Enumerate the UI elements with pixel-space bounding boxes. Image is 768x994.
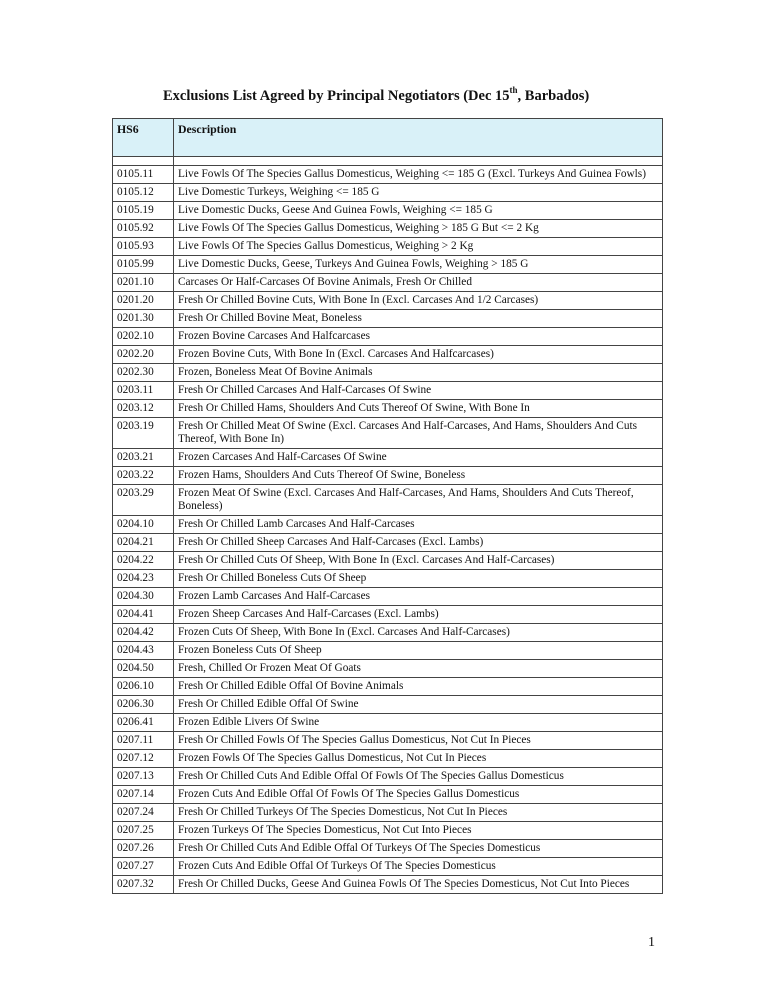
- table-body: [113, 157, 663, 894]
- description-cell: Live Fowls Of The Species Gallus Domesticus, Weighing <= 185 G (Excl. Turkeys And Guinea Fowls): [174, 166, 663, 184]
- hs6-code-cell: 0203.22: [113, 467, 174, 485]
- table-row: [113, 804, 663, 822]
- hs6-code-cell: 0204.41: [113, 606, 174, 624]
- table-row: [113, 328, 663, 346]
- table-row: [113, 166, 663, 184]
- description-cell: Frozen Cuts And Edible Offal Of Turkeys Of The Species Domesticus: [174, 858, 663, 876]
- description-cell: Frozen Hams, Shoulders And Cuts Thereof Of Swine, Boneless: [174, 467, 663, 485]
- hs6-code-cell: 0202.10: [113, 328, 174, 346]
- table-row: [113, 467, 663, 485]
- description-cell: Fresh Or Chilled Fowls Of The Species Gallus Domesticus, Not Cut In Pieces: [174, 732, 663, 750]
- hs6-code-cell: 0203.19: [113, 418, 174, 449]
- table-row: [113, 642, 663, 660]
- title-superscript: th: [509, 85, 518, 95]
- hs6-code-cell: 0203.11: [113, 382, 174, 400]
- page-title: [163, 85, 590, 105]
- hs6-code-cell: 0203.21: [113, 449, 174, 467]
- table-row: [113, 346, 663, 364]
- hs6-code-cell: 0201.20: [113, 292, 174, 310]
- table-row: [113, 238, 663, 256]
- hs6-code-cell: 0207.25: [113, 822, 174, 840]
- exclusions-table: [112, 118, 663, 894]
- table-row: [113, 364, 663, 382]
- table-row: [113, 400, 663, 418]
- description-cell: Fresh Or Chilled Sheep Carcases And Half-Carcases (Excl. Lambs): [174, 534, 663, 552]
- table-row: [113, 768, 663, 786]
- table-row: [113, 678, 663, 696]
- description-cell: Live Fowls Of The Species Gallus Domesticus, Weighing > 185 G But <= 2 Kg: [174, 220, 663, 238]
- hs6-code-cell: 0207.14: [113, 786, 174, 804]
- hs6-code-cell: 0207.11: [113, 732, 174, 750]
- table-row: [113, 516, 663, 534]
- table-row: [113, 220, 663, 238]
- description-cell: Fresh Or Chilled Cuts Of Sheep, With Bone In (Excl. Carcases And Half-Carcases): [174, 552, 663, 570]
- description-cell: Fresh Or Chilled Cuts And Edible Offal Of Turkeys Of The Species Domesticus: [174, 840, 663, 858]
- table-row: [113, 382, 663, 400]
- description-cell: Fresh Or Chilled Carcases And Half-Carcases Of Swine: [174, 382, 663, 400]
- hs6-code-cell: 0105.19: [113, 202, 174, 220]
- table-spacer-row: [113, 157, 663, 166]
- description-cell: Frozen Bovine Carcases And Halfcarcases: [174, 328, 663, 346]
- hs6-code-cell: 0105.92: [113, 220, 174, 238]
- hs6-code-cell: 0105.11: [113, 166, 174, 184]
- description-cell: Carcases Or Half-Carcases Of Bovine Animals, Fresh Or Chilled: [174, 274, 663, 292]
- hs6-code-cell: 0203.12: [113, 400, 174, 418]
- hs6-code-cell: 0204.42: [113, 624, 174, 642]
- title-main: Exclusions List Agreed by Principal Negotiators (Dec 15: [163, 88, 510, 104]
- description-cell: Fresh Or Chilled Bovine Meat, Boneless: [174, 310, 663, 328]
- hs6-code-cell: 0204.23: [113, 570, 174, 588]
- table-row: [113, 310, 663, 328]
- hs6-code-cell: 0203.29: [113, 485, 174, 516]
- description-cell: Frozen Meat Of Swine (Excl. Carcases And Half-Carcases, And Hams, Shoulders And Cuts Thereof, Boneless): [174, 485, 663, 516]
- description-cell: Fresh, Chilled Or Frozen Meat Of Goats: [174, 660, 663, 678]
- description-cell: Fresh Or Chilled Lamb Carcases And Half-Carcases: [174, 516, 663, 534]
- description-cell: Frozen, Boneless Meat Of Bovine Animals: [174, 364, 663, 382]
- description-cell: Frozen Fowls Of The Species Gallus Domesticus, Not Cut In Pieces: [174, 750, 663, 768]
- table-row: [113, 696, 663, 714]
- hs6-code-cell: 0202.20: [113, 346, 174, 364]
- description-cell: Fresh Or Chilled Meat Of Swine (Excl. Carcases And Half-Carcases, And Hams, Shoulders And Cuts Thereof, With Bone In): [174, 418, 663, 449]
- table-row: [113, 570, 663, 588]
- hs6-code-cell: 0204.50: [113, 660, 174, 678]
- table-row: [113, 624, 663, 642]
- hs6-code-cell: 0207.27: [113, 858, 174, 876]
- description-cell: Fresh Or Chilled Edible Offal Of Bovine Animals: [174, 678, 663, 696]
- hs6-code-cell: 0207.32: [113, 876, 174, 894]
- description-cell: Frozen Bovine Cuts, With Bone In (Excl. Carcases And Halfcarcases): [174, 346, 663, 364]
- column-header-description: Description: [174, 119, 663, 157]
- description-cell: Frozen Edible Livers Of Swine: [174, 714, 663, 732]
- description-cell: Live Domestic Ducks, Geese, Turkeys And Guinea Fowls, Weighing > 185 G: [174, 256, 663, 274]
- table-row: [113, 660, 663, 678]
- hs6-code-cell: 0206.10: [113, 678, 174, 696]
- description-cell: Frozen Sheep Carcases And Half-Carcases (Excl. Lambs): [174, 606, 663, 624]
- column-header-hs6: HS6: [113, 119, 174, 157]
- table-row: [113, 822, 663, 840]
- table-header-row: [113, 119, 663, 157]
- table-row: [113, 750, 663, 768]
- description-cell: Live Domestic Ducks, Geese And Guinea Fowls, Weighing <= 185 G: [174, 202, 663, 220]
- description-cell: Fresh Or Chilled Turkeys Of The Species Domesticus, Not Cut In Pieces: [174, 804, 663, 822]
- hs6-code-cell: 0105.93: [113, 238, 174, 256]
- description-cell: Fresh Or Chilled Hams, Shoulders And Cuts Thereof Of Swine, With Bone In: [174, 400, 663, 418]
- table-row: [113, 876, 663, 894]
- hs6-code-cell: 0206.30: [113, 696, 174, 714]
- description-cell: Frozen Turkeys Of The Species Domesticus, Not Cut Into Pieces: [174, 822, 663, 840]
- hs6-code-cell: 0207.26: [113, 840, 174, 858]
- hs6-code-cell: 0202.30: [113, 364, 174, 382]
- table-row: [113, 534, 663, 552]
- table-row: [113, 588, 663, 606]
- title-end: , Barbados): [517, 88, 590, 104]
- description-cell: Fresh Or Chilled Boneless Cuts Of Sheep: [174, 570, 663, 588]
- table-row: [113, 485, 663, 516]
- hs6-code-cell: 0207.13: [113, 768, 174, 786]
- table-row: [113, 840, 663, 858]
- table-row: [113, 292, 663, 310]
- table-row: [113, 184, 663, 202]
- description-cell: Live Fowls Of The Species Gallus Domesticus, Weighing > 2 Kg: [174, 238, 663, 256]
- hs6-code-cell: 0204.43: [113, 642, 174, 660]
- hs6-code-cell: 0201.10: [113, 274, 174, 292]
- description-cell: Frozen Boneless Cuts Of Sheep: [174, 642, 663, 660]
- hs6-code-cell: 0207.12: [113, 750, 174, 768]
- hs6-code-cell: 0204.22: [113, 552, 174, 570]
- table-row: [113, 418, 663, 449]
- hs6-code-cell: 0204.10: [113, 516, 174, 534]
- table-row: [113, 449, 663, 467]
- page-number: 1: [648, 935, 655, 950]
- description-cell: Frozen Cuts Of Sheep, With Bone In (Excl. Carcases And Half-Carcases): [174, 624, 663, 642]
- description-cell: Fresh Or Chilled Bovine Cuts, With Bone In (Excl. Carcases And 1/2 Carcases): [174, 292, 663, 310]
- description-cell: Fresh Or Chilled Cuts And Edible Offal Of Fowls Of The Species Gallus Domesticus: [174, 768, 663, 786]
- hs6-code-cell: 0206.41: [113, 714, 174, 732]
- description-cell: Frozen Carcases And Half-Carcases Of Swine: [174, 449, 663, 467]
- hs6-code-cell: 0204.30: [113, 588, 174, 606]
- table-row: [113, 714, 663, 732]
- hs6-code-cell: 0201.30: [113, 310, 174, 328]
- description-cell: Fresh Or Chilled Ducks, Geese And Guinea Fowls Of The Species Domesticus, Not Cut Into Pieces: [174, 876, 663, 894]
- table-row: [113, 606, 663, 624]
- hs6-code-cell: 0105.99: [113, 256, 174, 274]
- table-row: [113, 858, 663, 876]
- table-row: [113, 274, 663, 292]
- description-cell: Live Domestic Turkeys, Weighing <= 185 G: [174, 184, 663, 202]
- description-cell: Frozen Lamb Carcases And Half-Carcases: [174, 588, 663, 606]
- table-row: [113, 732, 663, 750]
- table-row: [113, 786, 663, 804]
- table-row: [113, 256, 663, 274]
- description-cell: Fresh Or Chilled Edible Offal Of Swine: [174, 696, 663, 714]
- hs6-code-cell: 0207.24: [113, 804, 174, 822]
- hs6-code-cell: 0105.12: [113, 184, 174, 202]
- table-row: [113, 552, 663, 570]
- table-row: [113, 202, 663, 220]
- hs6-code-cell: 0204.21: [113, 534, 174, 552]
- description-cell: Frozen Cuts And Edible Offal Of Fowls Of The Species Gallus Domesticus: [174, 786, 663, 804]
